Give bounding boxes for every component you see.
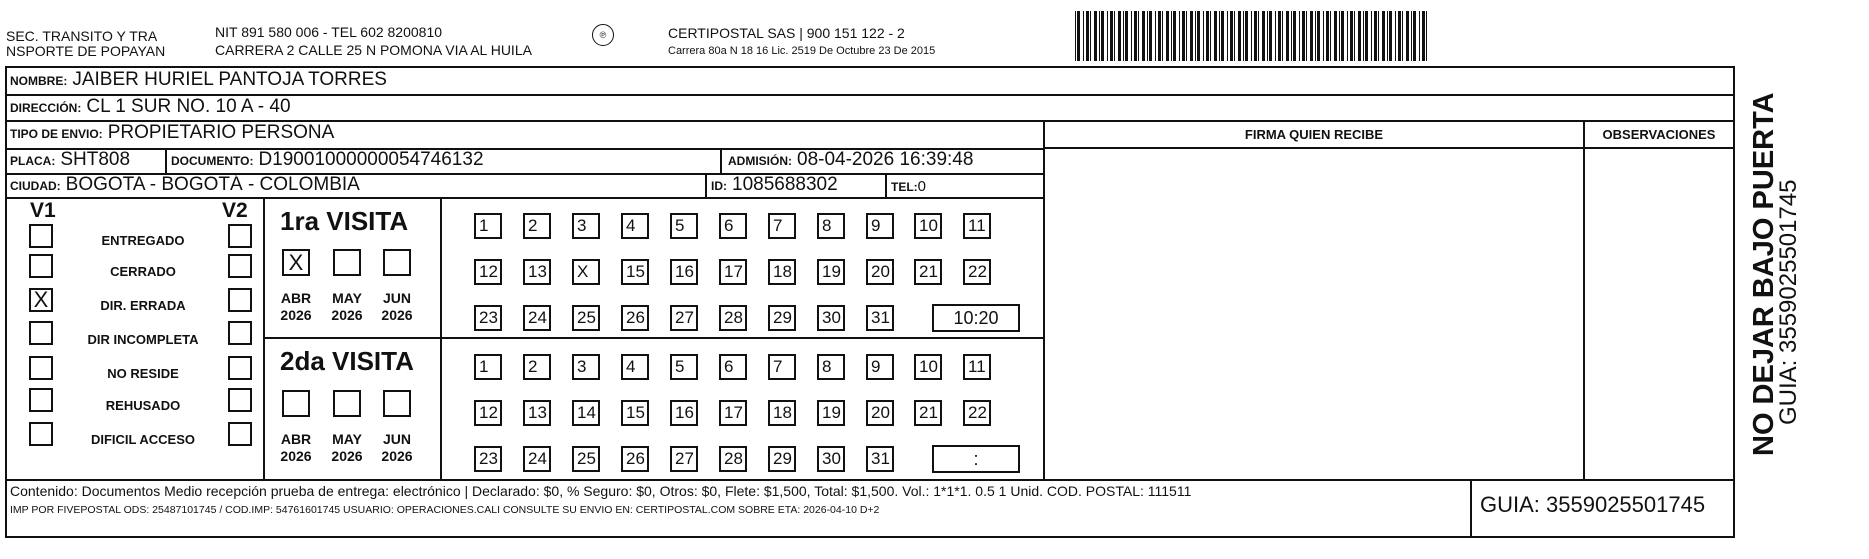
first-visit-day-box[interactable]: 5: [670, 213, 698, 239]
first-visit-month-label: [324, 290, 370, 324]
first-visit-month-checkbox[interactable]: X: [282, 249, 310, 276]
second-visit-day-box[interactable]: 14: [572, 400, 600, 426]
plate-label: PLACA:: [10, 154, 56, 168]
month-year: 2026: [381, 307, 413, 323]
v2-status-checkbox[interactable]: [228, 321, 252, 345]
first-visit-day-box[interactable]: 2: [523, 213, 551, 239]
recipient-id: 1085688302: [732, 174, 838, 195]
second-visit-day-box[interactable]: 25: [572, 446, 600, 472]
second-visit-day-box[interactable]: 17: [719, 400, 747, 426]
first-visit-day-box[interactable]: 22: [963, 259, 991, 285]
first-visit-day-box[interactable]: 30: [817, 305, 845, 331]
first-visit-day-box[interactable]: 16: [670, 259, 698, 285]
no-dejar-bajo-puerta-notice: NO DEJAR BAJO PUERTA: [1748, 92, 1780, 456]
v2-status-checkbox[interactable]: [228, 388, 252, 412]
plate-row: [10, 149, 130, 172]
second-visit-day-box[interactable]: 4: [621, 354, 649, 380]
first-visit-day-box[interactable]: 17: [719, 259, 747, 285]
second-visit-day-box[interactable]: 6: [719, 354, 747, 380]
shipment-type-row: [10, 122, 334, 145]
first-visit-month-checkbox[interactable]: [333, 249, 361, 276]
first-visit-day-box[interactable]: 19: [817, 259, 845, 285]
second-visit-day-box[interactable]: 7: [768, 354, 796, 380]
first-visit-day-box[interactable]: 11: [963, 213, 991, 239]
first-visit-day-box[interactable]: 21: [914, 259, 942, 285]
address-label: DIRECCIÓN:: [10, 101, 82, 115]
status-label: ENTREGADO: [101, 233, 185, 248]
tel-label: TEL:: [891, 180, 918, 194]
signature-column-header: FIRMA QUIEN RECIBE: [1244, 127, 1384, 142]
print-info-line: IMP POR FIVEPOSTAL ODS: 25487101745 / COD.IMP: 54761601745 USUARIO: OPERACIONES.CALI CONSULTE SU ENVIO EN: CERTIPOSTAL.COM SOBRE ETA: 2026-04-10 D+2: [10, 504, 880, 516]
second-visit-day-box[interactable]: 2: [523, 354, 551, 380]
month-name: MAY: [332, 431, 362, 447]
second-visit-time-box[interactable]: :: [932, 445, 1020, 473]
v2-status-checkbox[interactable]: [228, 224, 252, 248]
status-label: DIR INCOMPLETA: [87, 332, 199, 347]
second-visit-day-box[interactable]: 31: [866, 446, 894, 472]
second-visit-title: 2da VISITA: [280, 346, 414, 376]
first-visit-day-box[interactable]: X: [572, 259, 600, 285]
name-label: NOMBRE:: [10, 74, 68, 88]
sender-line-1: SEC. TRANSITO Y TRA: [6, 28, 158, 44]
status-label: DIR. ERRADA: [100, 298, 186, 313]
status-label: REHUSADO: [105, 398, 181, 413]
v1-status-checkbox[interactable]: X: [29, 288, 53, 312]
second-visit-day-box[interactable]: 12: [474, 400, 502, 426]
side-guia-number: GUIA: 3559025501745: [1775, 179, 1802, 425]
second-visit-day-box[interactable]: 18: [768, 400, 796, 426]
v1-status-checkbox[interactable]: [29, 321, 53, 345]
status-label: CERRADO: [110, 264, 176, 279]
first-visit-month-checkbox[interactable]: [383, 249, 411, 276]
admission-label: ADMISIÓN:: [728, 154, 792, 168]
month-name: ABR: [280, 431, 312, 447]
second-visit-month-checkbox[interactable]: [333, 390, 361, 417]
first-visit-day-box[interactable]: 13: [523, 259, 551, 285]
second-visit-day-box[interactable]: 27: [670, 446, 698, 472]
second-visit-day-box[interactable]: 16: [670, 400, 698, 426]
first-visit-day-box[interactable]: 15: [621, 259, 649, 285]
second-visit-day-box[interactable]: 28: [719, 446, 747, 472]
second-visit-day-box[interactable]: 22: [963, 400, 991, 426]
first-visit-day-box[interactable]: 29: [768, 305, 796, 331]
v1-status-checkbox[interactable]: [29, 254, 53, 278]
first-visit-day-box[interactable]: 24: [523, 305, 551, 331]
v1-status-checkbox[interactable]: [29, 356, 53, 380]
recipient-address: CL 1 SUR NO. 10 A - 40: [86, 96, 291, 117]
second-visit-day-box[interactable]: 20: [866, 400, 894, 426]
first-visit-day-box[interactable]: 8: [817, 213, 845, 239]
first-visit-title: 1ra VISITA: [280, 206, 409, 236]
first-visit-day-box[interactable]: 6: [719, 213, 747, 239]
v2-status-checkbox[interactable]: [228, 356, 252, 380]
first-visit-day-box[interactable]: 25: [572, 305, 600, 331]
month-name: JUN: [382, 290, 411, 306]
v1-status-checkbox[interactable]: [29, 224, 53, 248]
second-visit-day-box[interactable]: 30: [817, 446, 845, 472]
first-visit-day-box[interactable]: 9: [866, 213, 894, 239]
second-visit-day-box[interactable]: 5: [670, 354, 698, 380]
second-visit-day-box[interactable]: 9: [866, 354, 894, 380]
first-visit-day-box[interactable]: 31: [866, 305, 894, 331]
status-label: DIFICIL ACCESO: [90, 432, 195, 447]
month-year: 2026: [331, 307, 363, 323]
tel-row: [891, 176, 926, 198]
second-visit-day-box[interactable]: 21: [914, 400, 942, 426]
second-visit-day-box[interactable]: 26: [621, 446, 649, 472]
first-visit-day-box[interactable]: 23: [474, 305, 502, 331]
barcode-icon: [1075, 11, 1430, 61]
city-row: [10, 174, 360, 197]
second-visit-day-box[interactable]: 19: [817, 400, 845, 426]
second-visit-day-box[interactable]: 23: [474, 446, 502, 472]
recipient-city: BOGOTA - BOGOTÁ - COLOMBIA: [65, 174, 360, 195]
document-row: [171, 149, 484, 172]
second-visit-month-label: [324, 431, 370, 465]
first-visit-day-box[interactable]: 27: [670, 305, 698, 331]
second-visit-day-box[interactable]: 13: [523, 400, 551, 426]
month-name: JUN: [382, 431, 411, 447]
second-visit-day-box[interactable]: 11: [963, 354, 991, 380]
city-label: CIUDAD:: [10, 179, 61, 193]
first-visit-day-box[interactable]: 20: [866, 259, 894, 285]
v2-status-checkbox[interactable]: [228, 422, 252, 446]
month-year: 2026: [381, 448, 413, 464]
month-year: 2026: [280, 448, 312, 464]
second-visit-month-label: [273, 431, 319, 465]
second-visit-day-box[interactable]: 24: [523, 446, 551, 472]
month-name: MAY: [332, 290, 362, 306]
admission-datetime: 08-04-2026 16:39:48: [797, 149, 974, 170]
recipient-address-row: [10, 96, 291, 119]
sender-nit-line: NIT 891 580 006 - TEL 602 8200810: [215, 24, 443, 40]
first-visit-day-box[interactable]: 28: [719, 305, 747, 331]
first-visit-day-box[interactable]: 10: [914, 213, 942, 239]
v1-header: V1: [30, 199, 56, 222]
company-line: CERTIPOSTAL SAS | 900 151 122 - 2: [668, 25, 905, 41]
second-visit-month-label: [374, 431, 420, 465]
license-line: Carrera 80a N 18 16 Lic. 2519 De Octubre 23 De 2015: [668, 45, 936, 57]
second-visit-day-box[interactable]: 1: [474, 354, 502, 380]
second-visit-day-box[interactable]: 10: [914, 354, 942, 380]
first-visit-day-box[interactable]: 18: [768, 259, 796, 285]
recipient-name-row: [10, 69, 387, 92]
first-visit-day-box[interactable]: 7: [768, 213, 796, 239]
first-visit-day-box[interactable]: 1: [474, 213, 502, 239]
v2-status-checkbox[interactable]: [228, 288, 252, 312]
month-year: 2026: [280, 307, 312, 323]
observations-column-header: OBSERVACIONES: [1602, 127, 1716, 142]
first-visit-day-box[interactable]: 3: [572, 213, 600, 239]
v1-status-checkbox[interactable]: [29, 388, 53, 412]
month-year: 2026: [331, 448, 363, 464]
document-number: D19001000000054746132: [258, 149, 484, 170]
first-visit-month-label: [374, 290, 420, 324]
recipient-name: JAIBER HURIEL PANTOJA TORRES: [72, 69, 387, 90]
first-visit-day-box[interactable]: 12: [474, 259, 502, 285]
id-row: [711, 174, 838, 197]
admission-row: [728, 149, 973, 172]
shipment-type: PROPIETARIO PERSONA: [107, 122, 335, 143]
v1-status-checkbox[interactable]: [29, 422, 53, 446]
second-visit-month-checkbox[interactable]: [282, 390, 310, 417]
v2-status-checkbox[interactable]: [228, 254, 252, 278]
type-label: TIPO DE ENVIO:: [10, 127, 103, 141]
second-visit-day-box[interactable]: 29: [768, 446, 796, 472]
recipient-tel: 0: [917, 178, 927, 195]
status-label: NO RESIDE: [107, 366, 179, 381]
certipostal-logo-icon: ℗: [592, 24, 614, 46]
first-visit-month-label: [273, 290, 319, 324]
document-label: DOCUMENTO:: [171, 154, 254, 168]
footer-guia-number: GUIA: 3559025501745: [1480, 492, 1706, 517]
contents-line: Contenido: Documentos Medio recepción prueba de entrega: electrónico | Declarado: $0, % Seguro: $0, Otros: $0, Flete: $1,500, Total: $1,500. Vol.: 1*1*1. 0.5 1 Unid. COD. POSTAL: 111511: [10, 483, 1192, 499]
second-visit-day-box[interactable]: 3: [572, 354, 600, 380]
first-visit-day-box[interactable]: 4: [621, 213, 649, 239]
v2-header: V2: [222, 199, 248, 222]
second-visit-day-box[interactable]: 8: [817, 354, 845, 380]
vehicle-plate: SHT808: [60, 149, 131, 170]
sender-line-2: NSPORTE DE POPAYAN: [6, 43, 166, 59]
month-name: ABR: [280, 290, 312, 306]
first-visit-time-box[interactable]: 10:20: [932, 304, 1020, 332]
first-visit-day-box[interactable]: 26: [621, 305, 649, 331]
id-label: ID:: [711, 179, 727, 193]
second-visit-day-box[interactable]: 15: [621, 400, 649, 426]
second-visit-month-checkbox[interactable]: [383, 390, 411, 417]
sender-address-line: CARRERA 2 CALLE 25 N POMONA VIA AL HUILA: [215, 42, 532, 58]
